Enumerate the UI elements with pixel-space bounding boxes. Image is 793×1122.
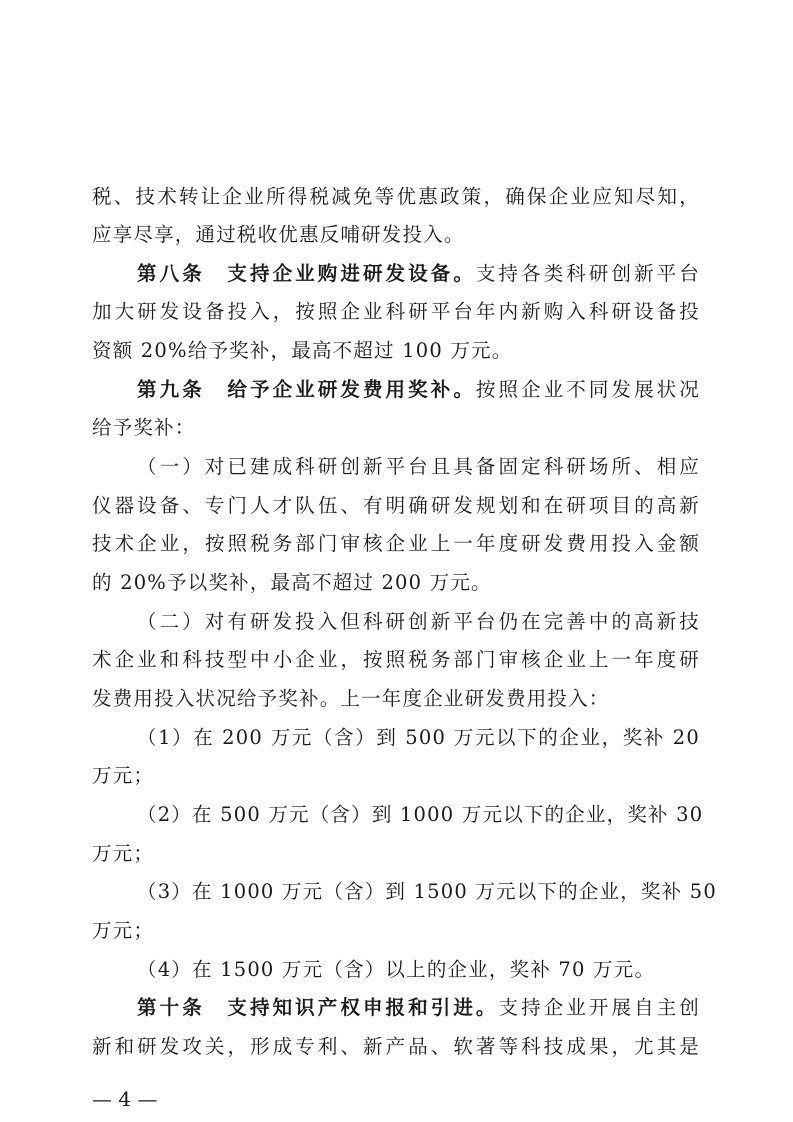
text-line [92,338,700,364]
line-text: 发费用投入状况给予奖补。上一年度企业研发费用投入： [92,687,610,710]
line-text: 按照企业不同发展状况 [475,378,700,401]
line-text: 的 20%予以奖补，最高不超过 200 万元。 [92,571,492,594]
line-text: 给予奖补： [92,416,196,439]
text-line [92,1034,700,1060]
article-10-title: 第十条 支持知识产权申报和引进。 [137,996,499,1019]
text-line [92,686,700,712]
line-text: 加大研发设备投入，按照企业科研平台年内新购入科研设备投 [92,300,700,323]
line-text: 技术企业，按照税务部门审核企业上一年度研发费用投入金额 [92,532,700,555]
line-text: （二）对有研发投入但科研创新平台仍在完善中的高新技 [137,610,700,633]
article-9-heading-line [137,377,700,403]
line-text: 资额 20%给予奖补，最高不超过 100 万元。 [92,339,513,362]
text-line [137,454,700,480]
list-item [137,725,700,751]
list-item [137,802,704,828]
line-text: 术企业和科技型中小企业，按照税务部门审核企业上一年度研 [92,648,700,671]
text-line [92,531,700,557]
article-9-title: 第九条 给予企业研发费用奖补。 [137,378,476,401]
list-item [137,879,717,905]
text-line [92,918,700,944]
page-number: — 4 — [92,1087,158,1111]
line-text: （3）在 1000 万元（含）到 1500 万元以下的企业，奖补 50 [137,880,717,903]
line-text: 支持各类科研创新平台 [475,262,700,285]
text-line [92,570,700,596]
line-text: 新和研发攻关，形成专利、新产品、软著等科技成果，尤其是 [92,1035,700,1058]
text-line [137,609,700,635]
line-text: 应享尽享，通过税收优惠反哺研发投入。 [92,223,465,246]
line-text: （1）在 200 万元（含）到 500 万元以下的企业，奖补 20 [137,726,700,749]
article-10-heading-line [137,995,700,1021]
text-line [92,493,700,519]
text-line [92,841,700,867]
line-text: （一）对已建成科研创新平台且具备固定科研场所、相应 [137,455,700,478]
text-line [92,647,700,673]
text-line [92,763,700,789]
list-item [137,957,700,983]
line-text: 万元； [92,919,155,942]
line-text: 万元； [92,842,155,865]
line-text: 万元； [92,764,155,787]
line-text: 仪器设备、专门人才队伍、有明确研发规划和在研项目的高新 [92,494,700,517]
line-text: 支持企业开展自主创 [498,996,700,1019]
line-text: 税、技术转让企业所得税减免等优惠政策，确保企业应知尽知， [92,185,700,208]
line-text: （2）在 500 万元（含）到 1000 万元以下的企业，奖补 30 [137,803,704,826]
text-line [92,222,700,248]
article-8-heading-line [137,261,700,287]
line-text: （4）在 1500 万元（含）以上的企业，奖补 70 万元。 [137,958,656,981]
text-line [92,299,700,325]
article-8-title: 第八条 支持企业购进研发设备。 [137,262,476,285]
text-line [92,184,700,210]
text-line [92,415,700,441]
